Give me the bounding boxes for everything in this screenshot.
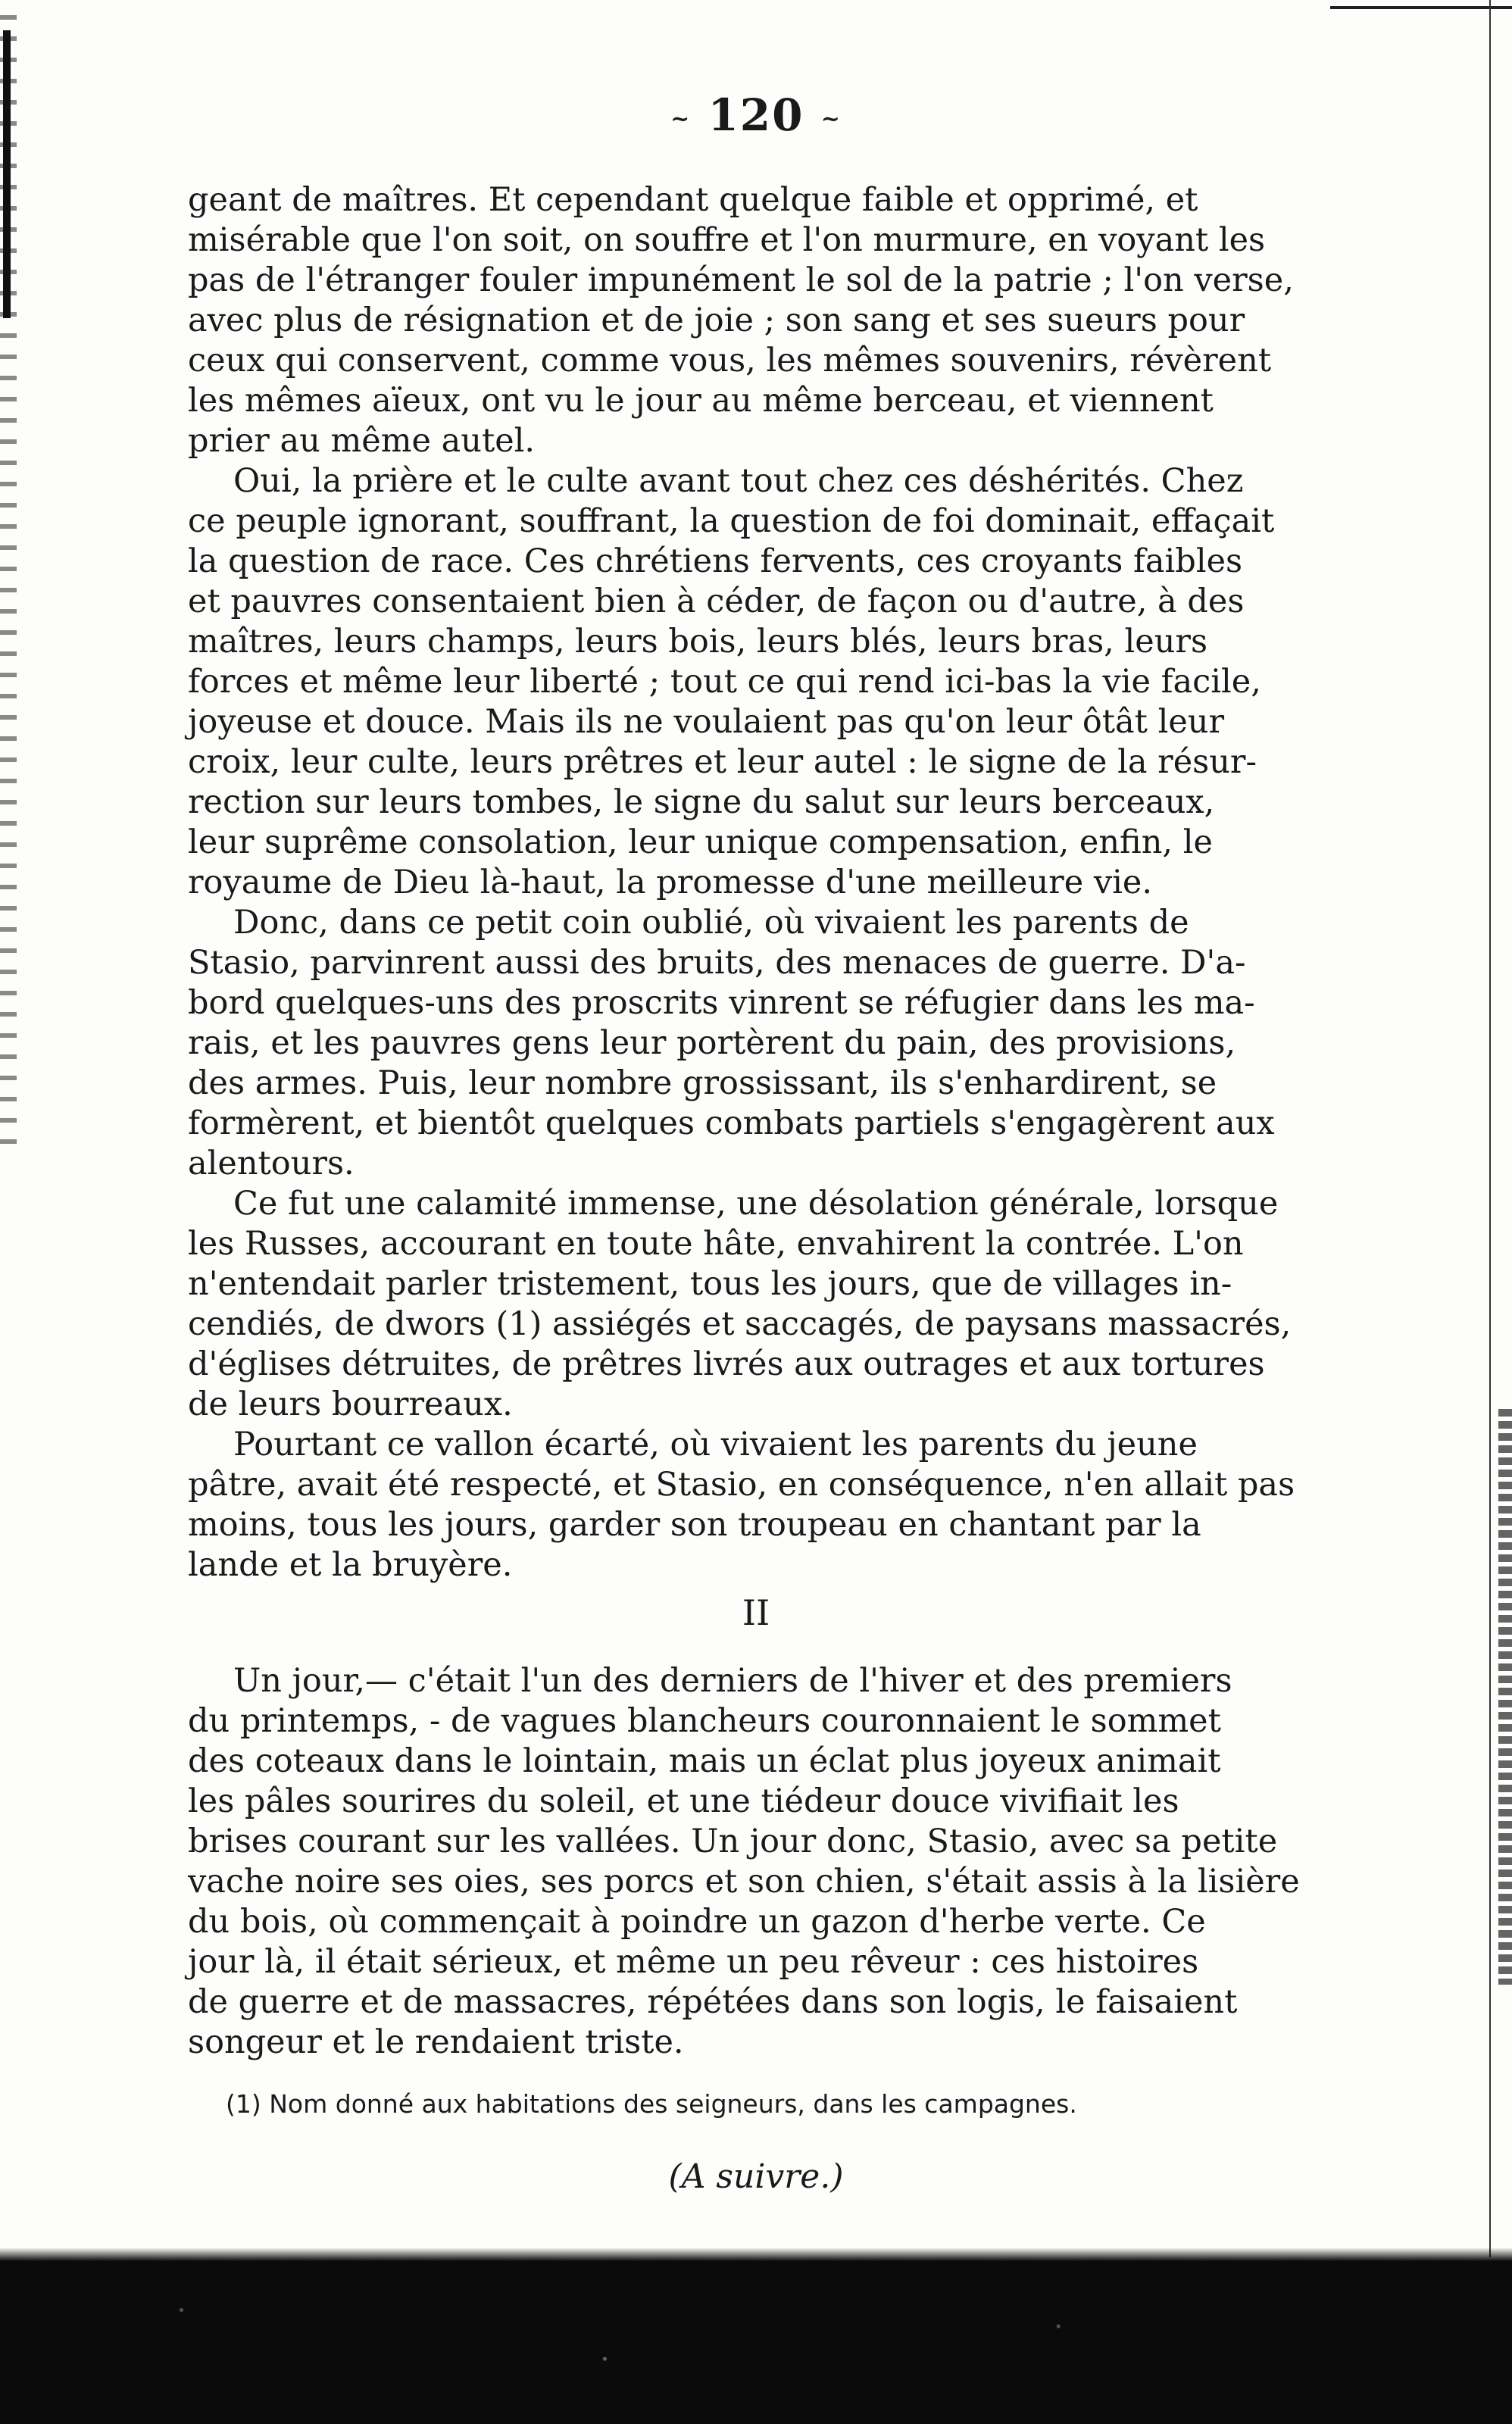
text-line: ceux qui conservent, comme vous, les mêmes souvenirs, révèrent (188, 342, 1272, 380)
scan-left-strip (3, 30, 11, 318)
body-text-part2 (188, 1661, 1400, 2063)
text-line: lande et la bruyère. (188, 1546, 513, 1584)
text-line: pas de l'étranger fouler impunément le sol de la patrie ; l'on verse, (188, 261, 1294, 299)
text-line: Ce fut une calamité immense, une désolation générale, lorsque (233, 1185, 1279, 1223)
text-line: et pauvres consentaient bien à céder, de façon ou d'autre, à des (188, 583, 1245, 620)
text-line: Stasio, parvinrent aussi des bruits, des menaces de guerre. D'a- (188, 944, 1246, 982)
text-line: des armes. Puis, leur nombre grossissant, ils s'enhardirent, se (188, 1064, 1217, 1102)
text-line: moins, tous les jours, garder son troupeau en chantant par la (188, 1506, 1201, 1544)
text-line: n'entendait parler tristement, tous les jours, que de villages in- (188, 1265, 1232, 1303)
text-line: les Russes, accourant en toute hâte, envahirent la contrée. L'on (188, 1225, 1244, 1263)
text-line: d'églises détruites, de prêtres livrés aux outrages et aux tortures (188, 1345, 1265, 1383)
text-line: rection sur leurs tombes, le signe du salut sur leurs berceaux, (188, 783, 1215, 821)
text-line: du printemps, - de vagues blancheurs couronnaient le sommet (188, 1702, 1221, 1740)
text-line: Oui, la prière et le culte avant tout chez ces déshérités. Chez (233, 462, 1244, 500)
text-line: pâtre, avait été respecté, et Stasio, en conséquence, n'en allait pas (188, 1466, 1295, 1504)
text-line: vache noire ses oies, ses porcs et son chien, s'était assis à la lisière (188, 1863, 1300, 1901)
text-line: les mêmes aïeux, ont vu le jour au même berceau, et viennent (188, 382, 1214, 420)
text-line: Donc, dans ce petit coin oublié, où vivaient les parents de (233, 904, 1189, 942)
page-header (0, 89, 1512, 141)
text-line: prier au même autel. (188, 422, 536, 460)
text-line: bord quelques-uns des proscrits vinrent se réfugier dans les ma- (188, 984, 1255, 1022)
text-line: royaume de Dieu là-haut, la promesse d'une meilleure vie. (188, 864, 1152, 901)
scan-bottom-fade (0, 2248, 1512, 2261)
text-line: maîtres, leurs champs, leurs bois, leurs blés, leurs bras, leurs (188, 623, 1208, 661)
text-line: songeur et le rendaient triste. (188, 2023, 684, 2061)
scan-bottom-band (0, 2261, 1512, 2424)
text-line: du bois, où commençait à poindre un gazon d'herbe verte. Ce (188, 1903, 1206, 1941)
page-number: 120 (708, 89, 804, 141)
text-line: Un jour,— c'était l'un des derniers de l'hiver et des premiers (233, 1662, 1232, 1700)
text-line: avec plus de résignation et de joie ; son sang et ses sueurs pour (188, 301, 1245, 339)
body-text-part1 (188, 180, 1400, 1585)
text-line: jour là, il était sérieux, et même un peu rêveur : ces histoires (188, 1943, 1199, 1981)
text-line: croix, leur culte, leurs prêtres et leur autel : le signe de la résur- (188, 743, 1257, 781)
text-line: rais, et les pauvres gens leur portèrent du pain, des provisions, (188, 1024, 1236, 1062)
text-line: la question de race. Ces chrétiens fervents, ces croyants faibles (188, 542, 1243, 580)
header-ornament-right: ~ (820, 105, 842, 133)
section-number: II (742, 1592, 770, 1633)
text-line: de leurs bourreaux. (188, 1385, 513, 1423)
footnote: (1) Nom donné aux habitations des seigneurs, dans les campagnes. (226, 2089, 1077, 2119)
text-line: brises courant sur les vallées. Un jour donc, Stasio, avec sa petite (188, 1823, 1278, 1860)
text-line: cendiés, de dwors (1) assiégés et saccagés, de paysans massacrés, (188, 1305, 1292, 1343)
text-line: des coteaux dans le lointain, mais un éclat plus joyeux animait (188, 1742, 1221, 1780)
text-line: leur suprême consolation, leur unique compensation, enfin, le (188, 823, 1213, 861)
scan-right-edge (1498, 1409, 1512, 1985)
text-line: forces et même leur liberté ; tout ce qui rend ici-bas la vie facile, (188, 663, 1261, 701)
continuation-note: (A suivre.) (668, 2157, 844, 2196)
text-line: joyeuse et douce. Mais ils ne voulaient pas qu'on leur ôtât leur (188, 703, 1225, 741)
header-ornament-left: ~ (670, 105, 692, 133)
text-line: Pourtant ce vallon écarté, où vivaient les parents du jeune (233, 1426, 1198, 1463)
text-line: ce peuple ignorant, souffrant, la question de foi dominait, effaçait (188, 502, 1275, 540)
text-line: les pâles sourires du soleil, et une tiédeur douce vivifiait les (188, 1782, 1179, 1820)
text-line: de guerre et de massacres, répétées dans son logis, le faisaient (188, 1983, 1238, 2021)
text-line: misérable que l'on soit, on souffre et l'on murmure, en voyant les (188, 221, 1266, 259)
text-line: formèrent, et bientôt quelques combats partiels s'engagèrent aux (188, 1104, 1275, 1142)
text-line: geant de maîtres. Et cependant quelque faible et opprimé, et (188, 181, 1198, 219)
scan-top-rule (1330, 6, 1512, 9)
scan-right-line (1489, 0, 1491, 2257)
text-line: alentours. (188, 1145, 355, 1182)
